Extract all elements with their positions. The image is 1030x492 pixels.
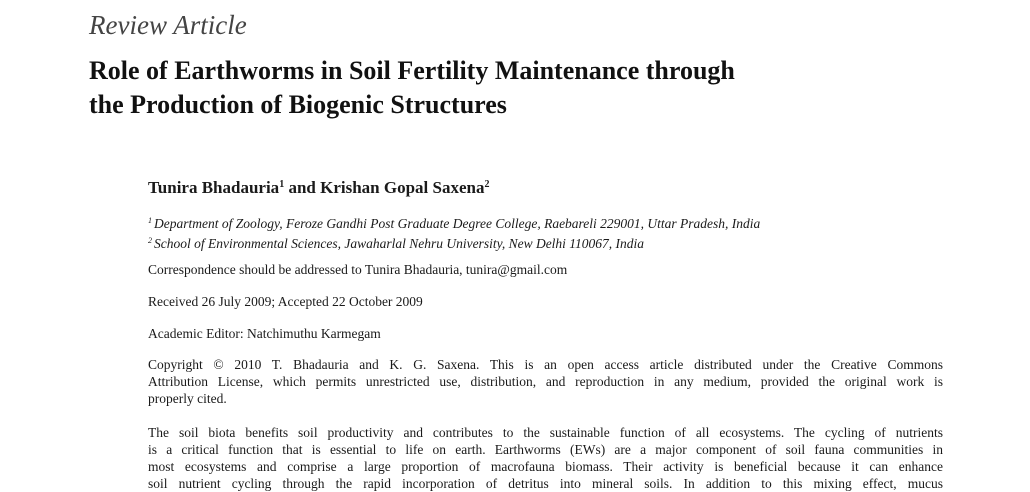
affiliation-text: Department of Zoology, Feroze Gandhi Post Graduate Degree College, Raebareli 229001, Uttar Pradesh, India — [154, 216, 761, 231]
author-affiliation-mark-1: 1 — [279, 179, 285, 190]
author-name-2: Krishan Gopal Saxena — [320, 178, 485, 197]
copyright-line-2: Attribution License, which permits unrestricted use, distribution, and reproduction in any medium, provided the original work is — [148, 374, 943, 389]
article-title-line-1: Role of Earthworms in Soil Fertility Maintenance through — [89, 56, 735, 85]
abstract-line-3: most ecosystems and comprise a large proportion of macrofauna biomass. Their activity is beneficial because it can enhance — [148, 459, 943, 474]
copyright-line-1: Copyright © 2010 T. Bhadauria and K. G. Saxena. This is an open access article distributed under the Creative Commons — [148, 357, 943, 372]
copyright-line-3: properly cited. — [148, 391, 227, 406]
correspondence-line: Correspondence should be addressed to Tunira Bhadauria, tunira@gmail.com — [148, 262, 568, 277]
author-affiliation-mark-2: 2 — [484, 179, 490, 190]
author-connector: and — [288, 178, 316, 197]
academic-editor-line: Academic Editor: Natchimuthu Karmegam — [148, 326, 381, 341]
affiliation-mark: 1 — [148, 216, 152, 225]
affiliation-item — [148, 232, 760, 252]
abstract-line-4: soil nutrient cycling through the rapid incorporation of detritus into mineral soils. In addition to this mixing effect, mucus — [148, 476, 943, 491]
abstract-line-1: The soil biota benefits soil productivity and contributes to the sustainable function of all ecosystems. The cycling of nutrients — [148, 425, 943, 440]
affiliation-mark: 2 — [148, 236, 152, 245]
affiliation-item — [148, 212, 760, 232]
copyright-notice — [148, 356, 943, 407]
affiliation-list — [148, 212, 760, 252]
abstract-text — [148, 424, 943, 492]
abstract-line-2: is a critical function that is essential to life on earth. Earthworms (EWs) are a major component of soil fauna communities in — [148, 442, 943, 457]
affiliation-text: School of Environmental Sciences, Jawaharlal Nehru University, New Delhi 110067, India — [154, 236, 645, 251]
author-list — [148, 174, 489, 199]
article-title-line-2: the Production of Biogenic Structures — [89, 90, 507, 119]
received-accepted-dates: Received 26 July 2009; Accepted 22 October 2009 — [148, 294, 423, 309]
article-title — [89, 54, 949, 122]
article-type-label: Review Article — [89, 10, 247, 40]
author-name-1: Tunira Bhadauria — [148, 178, 280, 197]
